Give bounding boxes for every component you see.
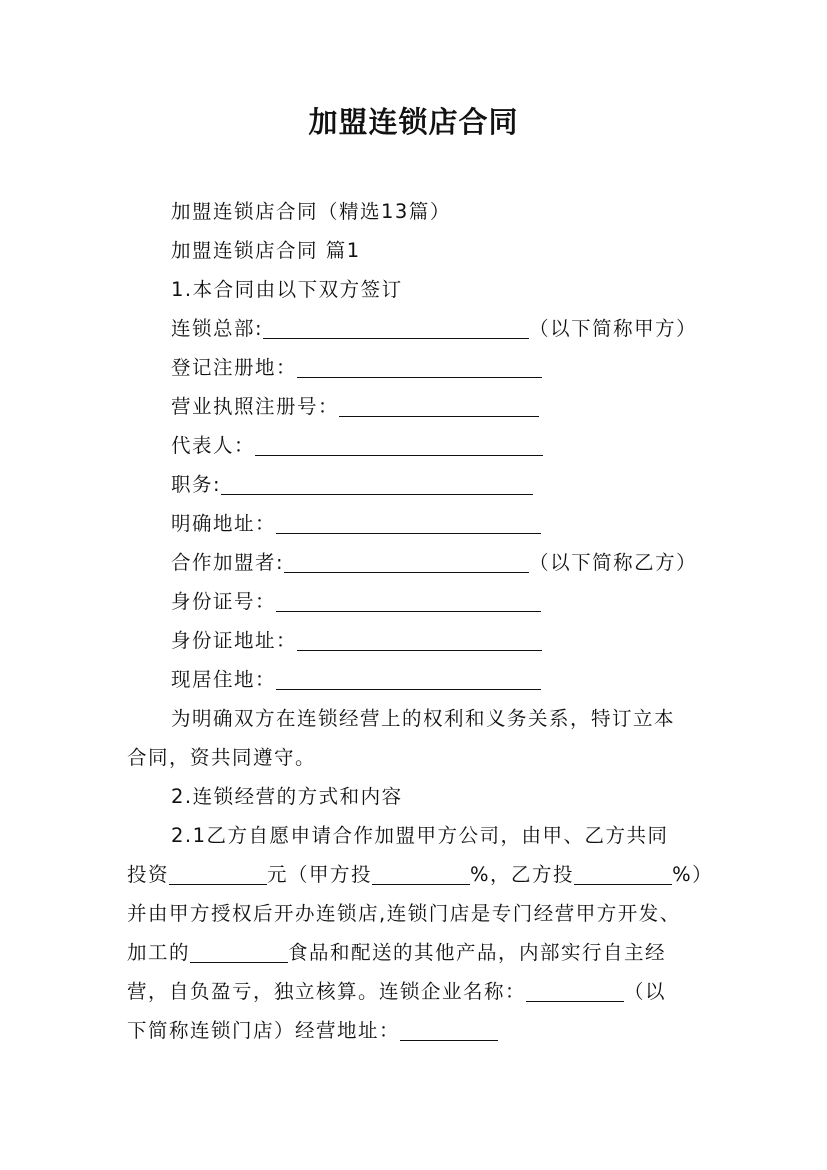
document-subtitle: 加盟连锁店合同（精选13篇）	[171, 200, 451, 223]
field-id-no	[127, 582, 717, 621]
field-residence-blank[interactable]	[276, 667, 541, 690]
clause-2-1-line-6	[127, 1011, 717, 1050]
processing-label: 加工的	[127, 941, 191, 964]
field-rep-blank[interactable]	[255, 433, 543, 456]
field-rep	[127, 426, 717, 465]
invest-party-a-blank[interactable]	[372, 862, 470, 885]
field-partner	[127, 543, 717, 582]
field-license	[127, 387, 717, 426]
field-address-label: 明确地址：	[171, 512, 277, 535]
processing-rest: 食品和配送的其他产品，内部实行自主经	[288, 941, 667, 964]
invest-close: %）	[672, 863, 714, 886]
field-hq-blank[interactable]	[263, 316, 529, 339]
field-duty-blank[interactable]	[221, 472, 533, 495]
business-name-suffix: （以	[624, 980, 667, 1003]
clause-2-1-line-5	[127, 972, 717, 1011]
field-license-label: 营业执照注册号：	[171, 395, 340, 418]
business-address-blank[interactable]	[400, 1018, 498, 1041]
field-address	[127, 504, 717, 543]
field-reg-place	[127, 348, 717, 387]
field-hq	[127, 309, 717, 348]
invest-party-b-blank[interactable]	[574, 862, 672, 885]
field-duty-label: 职务:	[171, 473, 222, 496]
clause-2: 2.连锁经营的方式和内容	[171, 785, 403, 808]
field-residence	[127, 660, 717, 699]
section-heading: 加盟连锁店合同 篇1	[171, 239, 361, 262]
purpose-line-2: 合同，资共同遵守。	[127, 746, 317, 769]
clause-2-1-line-4	[127, 933, 717, 972]
field-partner-blank[interactable]	[284, 550, 529, 573]
field-id-addr-blank[interactable]	[297, 628, 542, 651]
field-id-no-label: 身份证号：	[171, 590, 277, 613]
document-title: 加盟连锁店合同	[308, 105, 519, 139]
document-body	[127, 192, 717, 1050]
business-name-label: 营，自负盈亏，独立核算。连锁企业名称：	[127, 980, 527, 1003]
field-id-addr	[127, 621, 717, 660]
business-name-blank[interactable]	[526, 979, 624, 1002]
field-id-addr-label: 身份证地址：	[171, 629, 298, 652]
food-type-blank[interactable]	[190, 940, 288, 963]
business-address-label: 下简称连锁门店）经营地址：	[127, 1019, 401, 1042]
field-address-blank[interactable]	[276, 511, 541, 534]
clause-1: 1.本合同由以下双方签订	[171, 278, 403, 301]
clause-2-1-line-3: 并由甲方授权后开办连锁店,连锁门店是专门经营甲方开发、	[127, 902, 681, 925]
field-duty	[127, 465, 717, 504]
field-hq-suffix: （以下简称甲方）	[529, 317, 698, 340]
field-residence-label: 现居住地：	[171, 668, 277, 691]
field-partner-suffix: （以下简称乙方）	[529, 551, 698, 574]
field-license-blank[interactable]	[339, 394, 539, 417]
field-reg-place-label: 登记注册地：	[171, 356, 298, 379]
invest-label: 投资	[127, 863, 170, 886]
invest-amount-blank[interactable]	[169, 862, 267, 885]
field-hq-label: 连锁总部:	[171, 317, 264, 340]
purpose-line-1: 为明确双方在连锁经营上的权利和义务关系，特订立本	[171, 707, 676, 730]
field-rep-label: 代表人：	[171, 434, 256, 457]
invest-party-a-label: 元（甲方投	[267, 863, 373, 886]
field-reg-place-blank[interactable]	[297, 355, 542, 378]
field-id-no-blank[interactable]	[276, 589, 541, 612]
field-partner-label: 合作加盟者:	[171, 551, 285, 574]
clause-2-1-line-1: 2.1乙方自愿申请合作加盟甲方公司，由甲、乙方共同	[171, 824, 669, 847]
clause-2-1-line-2	[127, 855, 717, 894]
invest-party-b-label: %，乙方投	[470, 863, 575, 886]
